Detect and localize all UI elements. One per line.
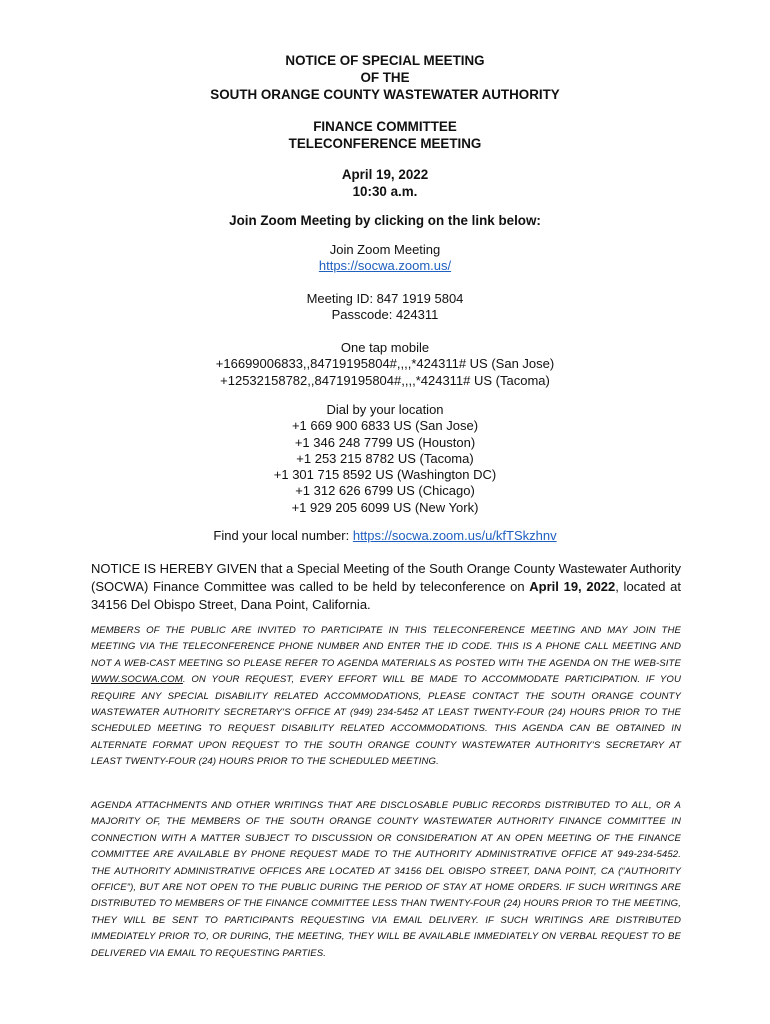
datetime-block (0, 166, 770, 200)
public-text-2: . ON YOUR REQUEST, EVERY EFFORT WILL BE MADE TO ACCOMMODATE PARTICIPATION. IF YOU REQUIRE ANY SPECIAL DISABILITY RELATED ACCOMMODATIONS, PLEASE CONTACT THE SOUTH ORANGE COUNTY WASTEWATER AUTHORITY SECRETARY'S OFFICE AT (949) 234-5452 AT LEAST TWENTY-FOUR (24) HOURS PRIOR TO THE SCHEDULED MEETING TO REQUEST DISABILITY RELATED ACCOMMODATIONS. THIS AGENDA CAN BE OBTAINED IN ALTERNATE FORMAT UPON REQUEST TO THE SOUTH ORANGE COUNTY WASTEWATER AUTHORITY'S SECRETARY AT LEAST TWENTY-FOUR (24) HOURS PRIOR TO THE SCHEDULED MEETING. (91, 674, 681, 768)
notice-text-2: , located at 34156 Del Obispo Street, Dana Point, California. (91, 579, 681, 612)
title-block (0, 52, 770, 103)
join-label: Join Zoom Meeting (329, 242, 441, 257)
dial-label: Dial by your location (326, 402, 444, 417)
one-tap-number: +16699006833,,84719195804#,,,,*424311# US (San Jose) (215, 356, 555, 372)
dial-number: +1 301 715 8592 US (Washington DC) (273, 467, 497, 483)
title-line-1: NOTICE OF SPECIAL MEETING (285, 53, 485, 68)
dial-number: +1 253 215 8782 US (Tacoma) (296, 450, 474, 466)
passcode: Passcode: 424311 (331, 307, 439, 323)
one-tap-number: +12532158782,,84719195804#,,,,*424311# US (Tacoma) (220, 372, 550, 388)
agenda-attachments-paragraph: AGENDA ATTACHMENTS AND OTHER WRITINGS THAT ARE DISCLOSABLE PUBLIC RECORDS DISTRIBUTED TO ALL, OR A MAJORITY OF, THE MEMBERS OF THE SOUTH ORANGE COUNTY WASTEWATER AUTHORITY FINANCE COMMITTEE IN CONNECTION WITH A MATTER SUBJECT TO DISCUSSION OR CONSIDERATION AT AN OPEN MEETING OF THE FINANCE COMMITTEE ARE AVAILABLE BY PHONE REQUEST MADE TO THE AUTHORITY ADMINISTRATIVE OFFICE AT 949-234-5452. THE AUTHORITY ADMINISTRATIVE OFFICES ARE LOCATED AT 34156 DEL OBISPO STREET, DANA POINT, CA (“AUTHORITY OFFICE”), BUT ARE NOT OPEN TO THE PUBLIC DURING THE PERIOD OF STAY AT HOME ORDERS. IF SUCH WRITINGS ARE DISTRIBUTED TO MEMBERS OF THE FINANCE COMMITTEE LESS THAN TWENTY-FOUR (24) HOURS PRIOR TO THE MEETING, THEY WILL BE SENT TO PARTICIPANTS REQUESTING VIA EMAIL DELIVERY. IF SUCH WRITINGS ARE DISTRIBUTED IMMEDIATELY PRIOR TO, OR DURING, THE MEETING, THEY WILL BE AVAILABLE IMMEDIATELY ON VERBAL REQUEST TO BE DELIVERED VIA EMAIL TO REQUESTING PARTIES. (91, 800, 681, 959)
title-line-2: OF THE (360, 70, 410, 85)
notice-paragraph (91, 560, 681, 614)
notice-date: April 19, 2022 (529, 579, 616, 594)
committee-line-1: FINANCE COMMITTEE (313, 119, 457, 134)
dial-number: +1 346 248 7799 US (Houston) (294, 434, 476, 450)
meeting-date: April 19, 2022 (341, 167, 429, 182)
committee-block (0, 118, 770, 152)
zoom-join-link[interactable]: https://socwa.zoom.us/ (318, 258, 452, 274)
dial-block (0, 402, 770, 516)
dial-number: +1 669 900 6833 US (San Jose) (291, 418, 479, 434)
committee-line-2: TELECONFERENCE MEETING (288, 136, 482, 151)
dial-number: +1 929 205 6099 US (New York) (291, 499, 479, 515)
one-tap-label: One tap mobile (340, 340, 430, 355)
notice-text-1: NOTICE IS HEREBY GIVEN that a Special Meeting of the South Orange County Wastewater Authority (SOCWA) Finance Committee was called to be held by teleconference on (91, 561, 681, 594)
meeting-id: Meeting ID: 847 1919 5804 (306, 291, 464, 306)
local-number-link[interactable]: https://socwa.zoom.us/u/kfTSkzhnv (352, 528, 557, 543)
public-text-1: MEMBERS OF THE PUBLIC ARE INVITED TO PARTICIPATE IN THIS TELECONFERENCE MEETING AND MAY JOIN THE MEETING VIA THE TELECONFERENCE PHONE NUMBER AND ENTER THE ID CODE. THIS IS A PHONE CALL MEETING AND NOT A WEB-CAST MEETING SO PLEASE REFER TO AGENDA MATERIALS AS POSTED WITH THE AGENDA ON THE WEB-SITE (91, 625, 681, 669)
meeting-credentials (0, 291, 770, 324)
dial-number: +1 312 626 6799 US (Chicago) (295, 483, 475, 499)
zoom-join-block (0, 242, 770, 275)
join-heading: Join Zoom Meeting by clicking on the link below: (229, 213, 541, 228)
website-link[interactable]: WWW.SOCWA.COM (91, 674, 183, 686)
local-number-label: Find your local number: (213, 528, 353, 543)
public-participation-paragraph (91, 623, 681, 771)
meeting-time: 10:30 a.m. (352, 184, 418, 199)
title-line-3: SOUTH ORANGE COUNTY WASTEWATER AUTHORITY (210, 87, 560, 102)
local-number-line (0, 528, 770, 544)
one-tap-block (0, 340, 770, 389)
